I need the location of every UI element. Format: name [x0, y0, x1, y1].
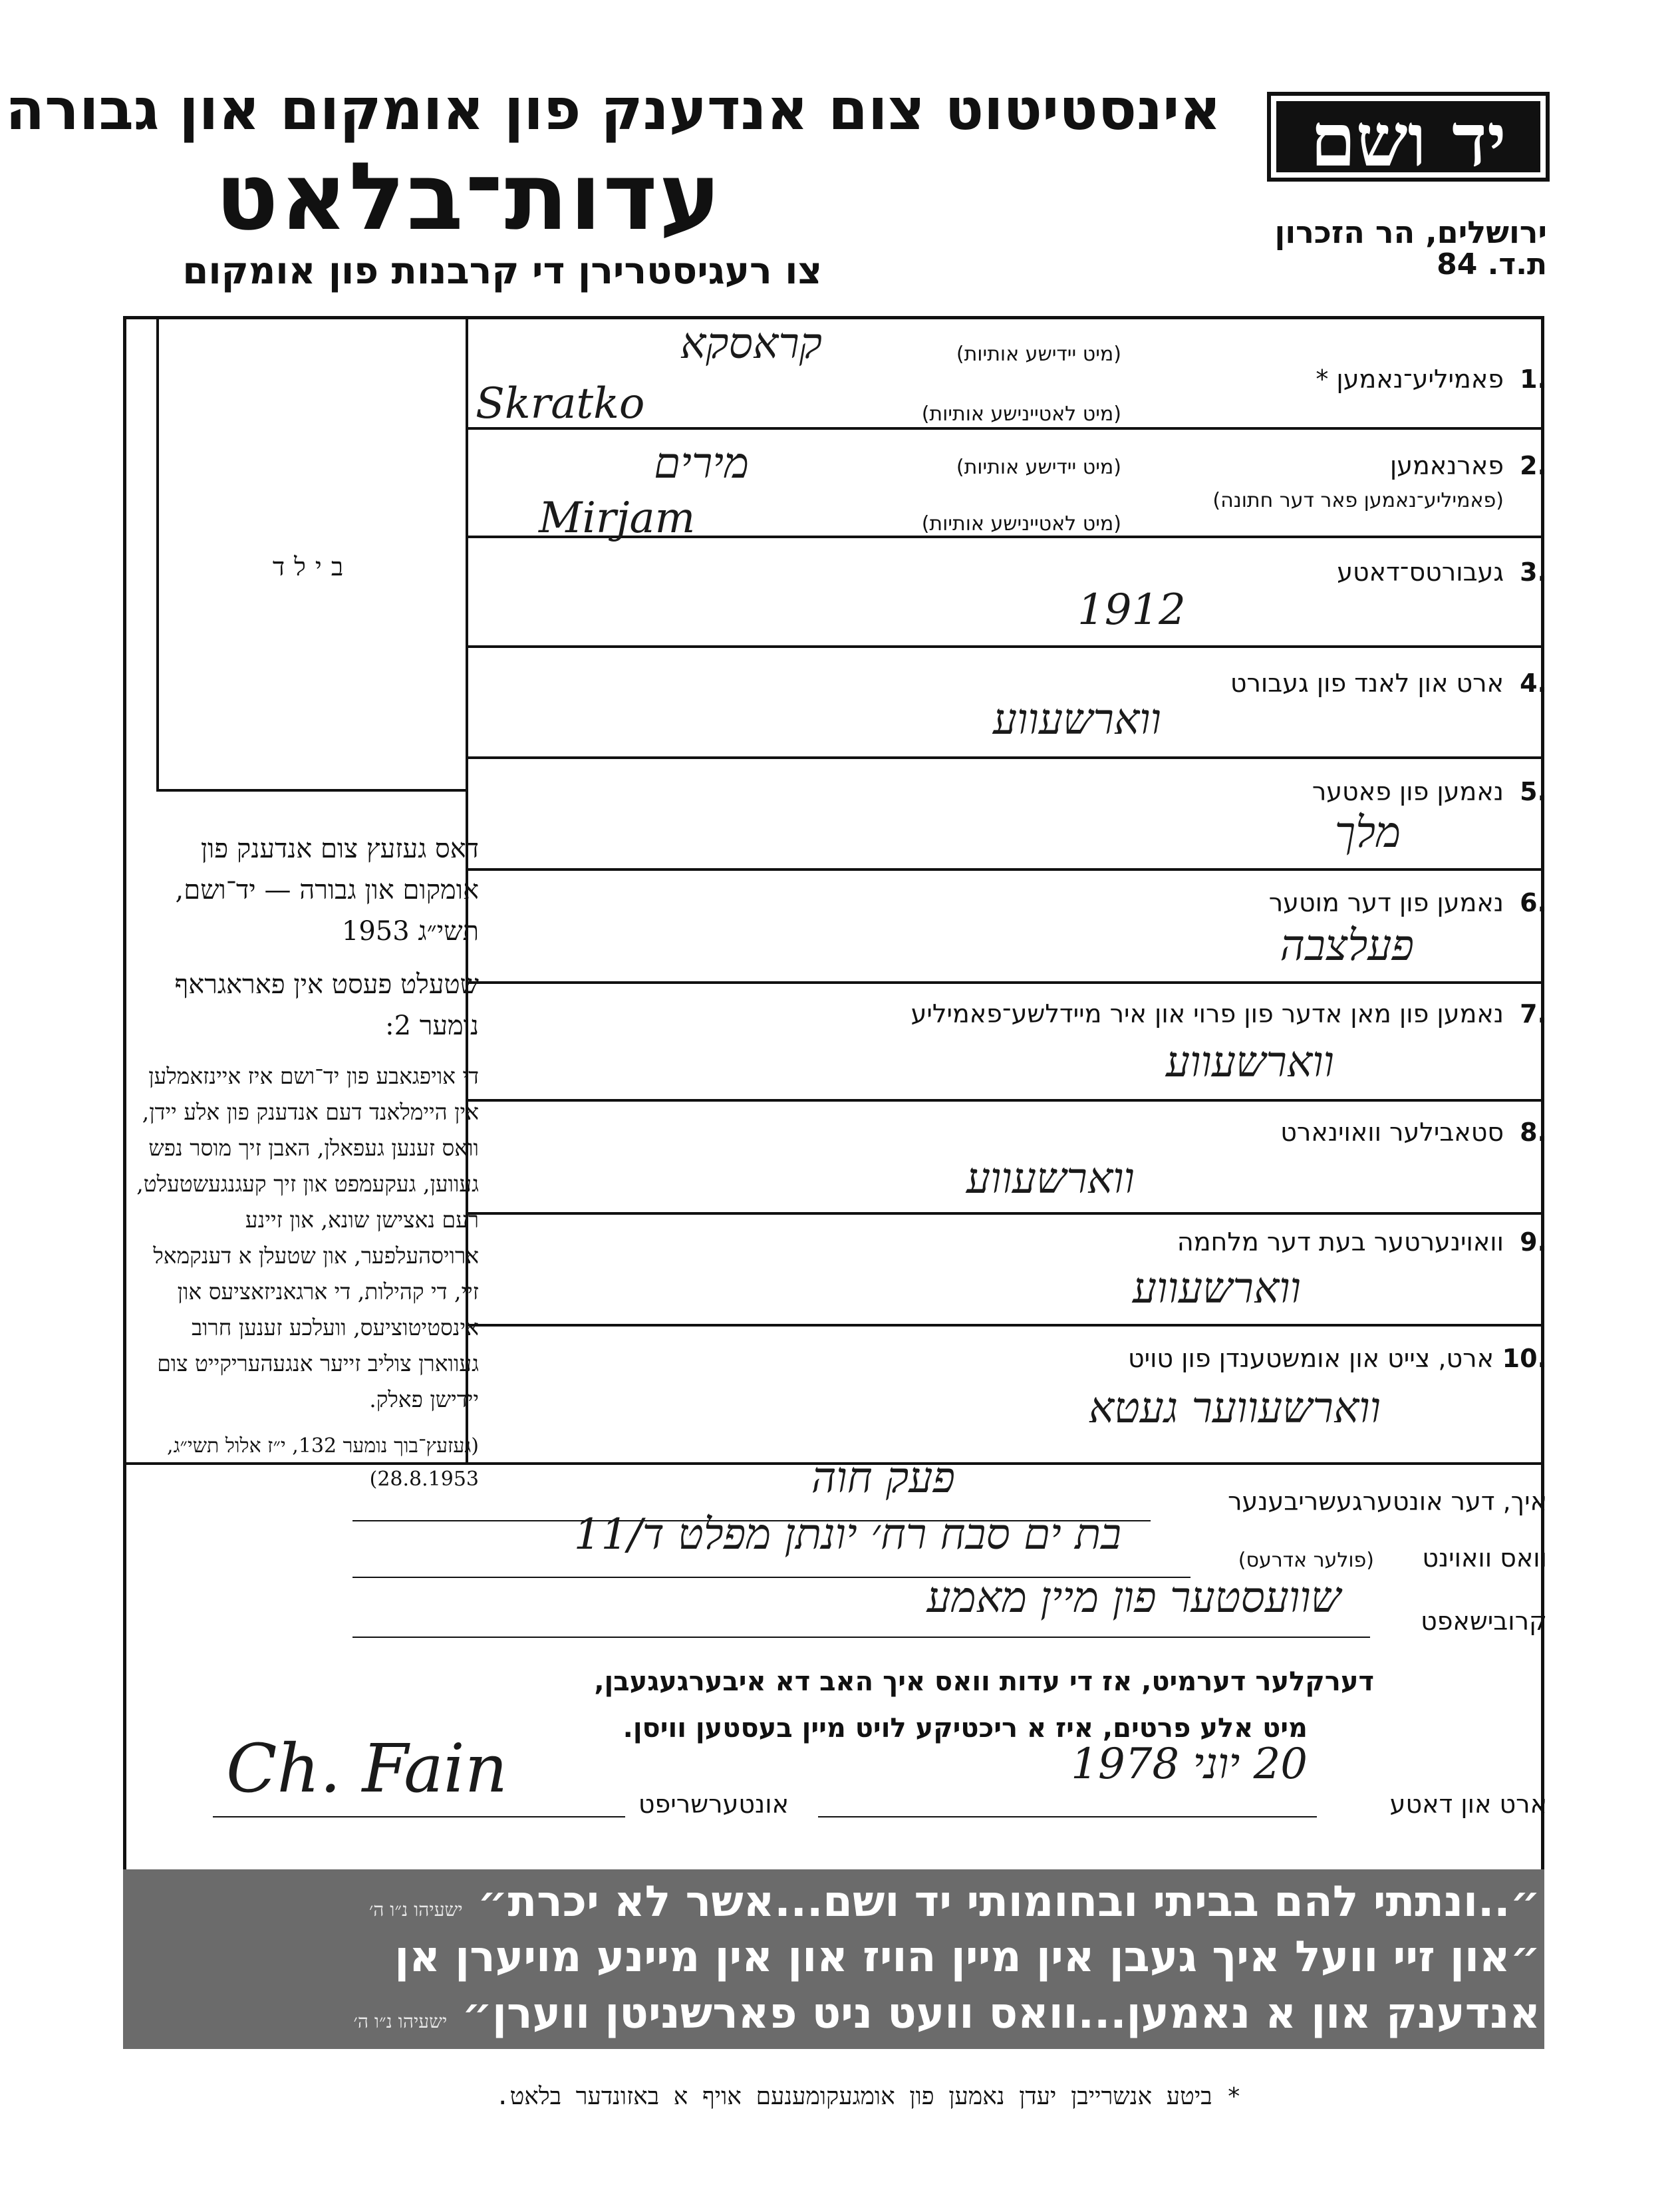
field-2-hint-yiddish: (מיט יידישע אותיות)	[956, 456, 1121, 479]
row-divider-8	[466, 1212, 1544, 1215]
institute-name: אינסטיטוט צום אנדענק פון אומקום און גבורה	[5, 77, 1221, 143]
field-9-label: וואוינערטער בעת דער מלחמה	[1177, 1227, 1504, 1257]
row-divider-9	[466, 1324, 1544, 1327]
quote-line-1-source: ישעיהו נ״ו ה׳	[368, 1899, 463, 1921]
row-divider-6	[466, 981, 1544, 984]
photo-box-left-edge	[156, 319, 159, 792]
declaration-line-1: דערקלער דערמיט, אז די עדות וואס איך האב דא איבערגעגעבן,	[594, 1666, 1374, 1697]
submitter-address-value: בת ים סבח רח׳ יונתן מפלט ד/11	[573, 1510, 1121, 1559]
field-4-value: ווארשעווע	[992, 695, 1161, 744]
quote-line-2: ״און זיי וועל איך געבן אין מיין הויז און אין מיינע מויערן אן	[394, 1933, 1540, 1982]
field-3-label: געבורטס־דאטע	[1337, 557, 1504, 587]
field-1-number: 1.	[1520, 365, 1547, 394]
photo-label: בילד	[272, 552, 353, 581]
field-8-number: 8.	[1520, 1118, 1547, 1147]
field-10-value: ווארשעווער געטא	[1088, 1384, 1381, 1433]
field-4-label: ארט און לאנד פון געבורט	[1230, 669, 1504, 698]
row-divider-5	[466, 868, 1544, 871]
submitter-relation-label: קרובישאפט	[1421, 1607, 1547, 1636]
field-1-hint-yiddish: (מיט יידישע אותיות)	[956, 343, 1121, 366]
field-5-value: מלך	[1334, 808, 1401, 858]
field-1-value-latin: Skratko	[476, 379, 645, 428]
place-date-label: ארט און דאטע	[1389, 1790, 1547, 1819]
field-7-number: 7.	[1520, 999, 1547, 1028]
field-2-value-yiddish: מירים	[654, 439, 749, 488]
place-date-line	[818, 1816, 1317, 1817]
row-divider-4	[466, 756, 1544, 759]
quote-line-1-text: ״..ונתתי להם בביתי ובחומותי יד ושם...אשר לא יכרת״	[478, 1877, 1540, 1927]
place-date-value: 20 יוני 1978	[1071, 1740, 1308, 1789]
submitter-address-label: וואס וואוינט	[1422, 1543, 1547, 1573]
field-5-label: נאמען פון פאטער	[1312, 777, 1504, 806]
law-note-para-1: דאס געזעץ צום אנדענק פון אומקום און גבורה — יד־ושם, תשי״ג 1953	[175, 834, 479, 947]
footnote: * ביטע אנשרייבן יעדן נאמען פון אומגעקומענעם אויף א באזונדער בלאט.	[495, 2083, 1241, 2110]
field-2-hint-latin: (מיט לאטיינישע אותיות)	[921, 512, 1121, 536]
field-3-number: 3.	[1520, 557, 1547, 587]
signature-value: Ch. Fain	[226, 1730, 508, 1808]
law-note-para-2: שטעלט פעסט אין פאראגראף נומער 2:	[174, 969, 479, 1041]
field-10-number: 10.	[1502, 1344, 1547, 1373]
field-9-number: 9.	[1520, 1227, 1547, 1257]
field-4-number: 4.	[1520, 669, 1547, 698]
address-line-1: ירושלים, הר הזכרון	[1274, 214, 1547, 250]
submitter-relation-line	[352, 1637, 1370, 1638]
field-6-value: פעלצבה	[1280, 921, 1414, 971]
field-1-value-yiddish: קראסקא	[680, 319, 822, 369]
page-subtitle: צו רעגיסטרירן די קרבנות פון אומקום	[182, 249, 822, 293]
field-8-value: ווארשעווע	[966, 1154, 1135, 1203]
field-1-hint-latin: (מיט לאטיינישע אותיות)	[921, 402, 1121, 426]
row-divider-7	[466, 1099, 1544, 1102]
field-2-label: פארנאמען	[1389, 451, 1504, 480]
signature-label: אונטערשריפט	[638, 1790, 789, 1819]
logo-text: יד ושם	[1276, 101, 1540, 172]
field-1-label: פאמיליע־נאמען *	[1316, 365, 1504, 394]
field-2-sublabel: (פאמיליע־נאמען פאר דער חתונה)	[1212, 489, 1504, 512]
row-divider-3	[466, 645, 1544, 648]
field-7-value: ווארשעווע	[1165, 1038, 1334, 1087]
submitter-address-hint: (פולער אדרעס)	[1238, 1549, 1374, 1572]
law-note	[133, 828, 479, 1508]
quote-line-3	[353, 1989, 1540, 2038]
field-7-label: נאמען פון מאן אדער פון פרוי און איר מיידלשע־פאמיליע	[910, 999, 1504, 1028]
field-6-number: 6.	[1520, 888, 1547, 917]
quote-line-3-text: אנדענק און א נאמען...וואס וועט ניט פארשניטן ווערן״	[462, 1989, 1540, 2038]
field-8-label: סטאבילער וואוינארט	[1280, 1118, 1504, 1147]
field-3-value: 1912	[1077, 585, 1186, 635]
submitter-relation-value: שוועסטער פון מיין מאמע	[926, 1573, 1341, 1623]
quote-line-3-source: ישעיהו נ״ו ה׳	[353, 2010, 448, 2032]
field-2-value-latin: Mirjam	[539, 494, 696, 543]
law-note-para-3: די אויפגאבע פון יד־ושם איז איינזאמלען אין היימלאנד דעם אנדענק פון אלע יידן, וואס זענען געפאלן, האבן זיך מוסר נפש געווען, געקעמפט און זיך קעגנגעשטעלט, רעם נאצישן שונא, און זיינע ארויסהעלפער, און שטעלן א דענקמאל זיי, די קהילות, די ארגאניזאציעס און אינסטיטוציעס, וועלכע זענען חרוב געווארן צוליב זייער אנגעהעריקייט צום יידישן פאלק.	[136, 1063, 479, 1412]
submitter-name-label: איך, דער אונטערגעשריבענער	[1228, 1487, 1547, 1516]
photo-box-bottom	[156, 789, 468, 792]
field-6-label: נאמען פון דער מוטער	[1268, 888, 1504, 917]
page-title: עדות־בלאט	[215, 143, 722, 251]
field-9-value: ווארשעווע	[1132, 1264, 1301, 1313]
field-10-label: ארט, צייט און אומשטענדן פון טויט	[1127, 1344, 1494, 1373]
signature-line	[213, 1816, 625, 1817]
yad-vashem-logo	[1267, 92, 1550, 182]
field-2-number: 2.	[1520, 451, 1547, 480]
address-line-2: ת.ד. 84	[1437, 247, 1547, 281]
law-note-source: (געזעץ־בוך נומער 132, י״ז אלול תשי״ג, 28.8.1953)	[167, 1434, 479, 1491]
submitter-name-value: פעק חוה	[811, 1454, 955, 1503]
field-5-number: 5.	[1520, 777, 1547, 806]
declaration-line-2: מיט אלע פרטים, איז א ריכטיקע לויט מיין בעסטען וויסן.	[623, 1713, 1308, 1744]
quote-line-1	[369, 1877, 1540, 1927]
